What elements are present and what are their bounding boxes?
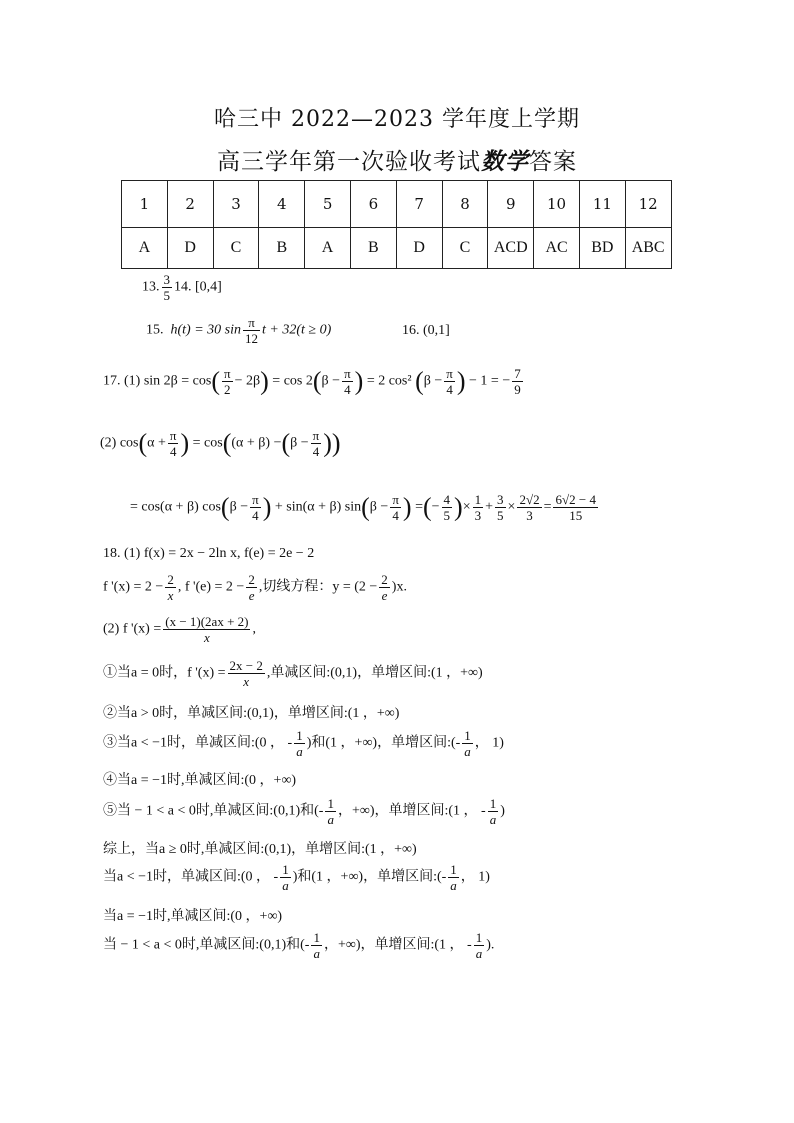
question-number-cell: 12 [625, 181, 671, 228]
q13-num: 3 [163, 272, 170, 287]
q17-p1-a: 17. (1) sin 2β = cos [103, 373, 212, 389]
q18-line2 [103, 572, 407, 603]
q18-c1-n: 2x − 2 [229, 658, 263, 673]
q17-p3-fda: 4 [252, 508, 259, 523]
q18-l3-b: , [252, 621, 256, 637]
question-number-cell: 11 [579, 181, 625, 228]
q17-p3-n4: 2√2 [519, 492, 540, 507]
q18-c3-d2: a [464, 744, 471, 759]
q18-l2-d: )x. [391, 579, 407, 595]
answer-cell: A [122, 228, 168, 269]
page-subtitle [0, 143, 794, 176]
answer-15 [146, 315, 331, 346]
q17-p2-fn: π [169, 428, 177, 443]
q18-c5-frac2 [488, 796, 499, 827]
question-number-cell: 4 [259, 181, 305, 228]
q18-line1: 18. (1) f(x) = 2x − 2ln x, f(e) = 2e − 2 [103, 546, 315, 561]
q18-summary3: 当a = −1时,单减区间:(0 ，+∞) [103, 909, 283, 924]
q17-p3-frac-a [250, 492, 261, 523]
q18-l2-n1: 2 [167, 572, 174, 587]
q15-fraction [243, 315, 260, 346]
q17-p3-plus: + [485, 499, 494, 515]
answer-cell: B [259, 228, 305, 269]
q17-p1-fd3: 4 [446, 382, 453, 397]
q18-c3-frac1 [294, 728, 305, 759]
answer-cell: AC [534, 228, 580, 269]
q18-s4-frac2 [474, 930, 485, 961]
q18-c3-d1: a [296, 744, 303, 759]
q18-s4-b: ，+∞)，单增区间:(1 ， - [323, 937, 472, 953]
q17-part3: = cos(α + β) cos(β − $\frac{\pi}{4}$ ) + sin(α + β) sin(β − $\frac{\pi}{4}$ ) =(− $\frac{4}{5}$ )× $\frac{1}{3}$ + $\frac{3}{5}$ × $\frac{2√2}{3}$ = $\frac{6√2 - 4}{15}$ [130, 492, 596, 523]
q18-s2-a: 当a < −1时，单减区间:(0 ， - [103, 869, 279, 885]
q14-answer: 14. [0,4] [174, 279, 222, 295]
answer-cell: ACD [488, 228, 534, 269]
q17-p1-fn: π [224, 366, 231, 381]
q17-p3-b: + sin(α + β) sin [274, 499, 362, 515]
q18-summary1: 综上，当a ≥ 0时,单减区间:(0,1)，单增区间:(1 ，+∞) [103, 842, 417, 857]
q17-p1-f: − 1 = − [469, 373, 511, 389]
q17-p1-d: β − [321, 373, 341, 389]
q17-p3-beta1: β − [229, 499, 249, 515]
q18-c3-a: ③当a < −1时，单减区间:(0 ， - [103, 735, 293, 751]
q17-p3-n5: 6√2 − 4 [555, 492, 596, 507]
q17-p3-beta2: β − [369, 499, 389, 515]
q15-den: 12 [245, 331, 258, 346]
q17-p1-e: = 2 cos² [366, 373, 416, 389]
q17-p2-beta: β − [290, 435, 309, 451]
q18-case4: ④当a = −1时,单减区间:(0 ，+∞) [103, 773, 297, 788]
q18-c3-b: )和(1 ，+∞)，单增区间:(- [306, 735, 461, 751]
q17-p3-f5 [553, 492, 597, 523]
q18-l3-a: (2) f '(x) = [103, 621, 162, 637]
q17-p3-d2: 3 [474, 508, 482, 523]
q17-p2-frac2 [311, 428, 322, 459]
q17-p2-d: (α + β) − [231, 435, 282, 451]
q18-s2-c: ， 1) [460, 869, 490, 885]
q17-p3-f2 [473, 492, 484, 523]
q17-p1-rd: 9 [514, 382, 521, 397]
answer-table-answer-row [122, 228, 672, 269]
q17-p3-n2: 1 [474, 492, 482, 507]
q13-den: 5 [163, 288, 170, 303]
q17-p2-frac [168, 428, 179, 459]
q17-p3-fdb: 4 [392, 508, 399, 523]
answer-13-14 [142, 272, 222, 303]
q18-s4-d1: a [313, 946, 320, 961]
q17-p3-f4 [517, 492, 541, 523]
q18-l2-frac1 [165, 572, 176, 603]
q17-p3-n1: 4 [443, 492, 451, 507]
q18-c3-n2: 1 [464, 728, 471, 743]
q17-p3-fnb: π [392, 492, 399, 507]
q17-p1-frac3 [444, 366, 455, 397]
q18-c5-n2: 1 [489, 796, 497, 811]
q17-p1-fn2: π [344, 366, 351, 381]
q17-p1-d2: β − [423, 373, 443, 389]
answer-cell: D [396, 228, 442, 269]
q18-c1-d: x [243, 674, 250, 689]
question-number-cell: 1 [122, 181, 168, 228]
answer-cell: C [213, 228, 259, 269]
q18-c5-n1: 1 [327, 796, 334, 811]
q18-s2-b: )和(1 ，+∞)，单增区间:(- [292, 869, 447, 885]
q17-p1-frac [222, 366, 233, 397]
answer-16: 16. (0,1] [402, 323, 450, 338]
q18-c1-b: ,单减区间:(0,1)，单增区间:(1 ，+∞) [266, 665, 483, 681]
q18-l2-c: ,切线方程：y = (2 − [258, 579, 378, 595]
q18-s4-c: ). [486, 937, 495, 953]
q15-expr-a: h(t) = 30 sin [170, 322, 241, 338]
q18-s4-a: 当 − 1 < a < 0时,单减区间:(0,1)和(- [103, 937, 310, 953]
q17-p2-fd2: 4 [312, 444, 320, 459]
q17-p2-fd: 4 [169, 444, 177, 459]
q18-l2-frac2 [246, 572, 257, 603]
q17-p3-d3: 5 [497, 508, 504, 523]
q18-s2-n2: 1 [450, 862, 457, 877]
question-number-cell: 7 [396, 181, 442, 228]
q18-c5-b: ，+∞)，单增区间:(1 ， - [337, 803, 486, 819]
q17-p3-times1: × [462, 499, 471, 515]
q13-fraction [162, 272, 173, 303]
q18-c3-frac2 [462, 728, 473, 759]
page-title: 哈三中 2022—2023 学年度上学期 [214, 107, 580, 132]
q18-c5-d1: a [327, 812, 334, 827]
q18-case2: ②当a > 0时，单减区间:(0,1)，单增区间:(1 ，+∞) [103, 706, 400, 721]
q18-summary2 [103, 862, 490, 893]
q18-case5 [103, 796, 505, 827]
q18-s2-frac2 [448, 862, 459, 893]
q13-label: 13. [142, 279, 160, 295]
q18-l3-frac [163, 614, 250, 645]
q17-p3-d1: 5 [443, 508, 451, 523]
q17-p1-b: − 2β [234, 373, 261, 389]
q17-p2-b: α + [147, 435, 166, 451]
q17-part2: (2) cos(α + $\frac{\pi}{4}$ ) = cos((α + β) −(β − $\frac{\pi}{4}$ )) [100, 428, 341, 459]
q18-l2-e2: e [381, 588, 388, 603]
q18-l2-a: f '(x) = 2 − [103, 579, 164, 595]
q17-p1-fn3: π [446, 366, 453, 381]
answer-cell: ABC [625, 228, 671, 269]
q18-l2-e: e [248, 588, 255, 603]
q17-p2-c: = cos [192, 435, 223, 451]
q18-s2-n1: 1 [282, 862, 289, 877]
question-number-cell: 10 [534, 181, 580, 228]
q17-p1-frac2 [342, 366, 353, 397]
question-number-cell: 8 [442, 181, 488, 228]
q18-summary4 [103, 930, 494, 961]
question-number-cell: 2 [167, 181, 213, 228]
subtitle-subject: 数学 [481, 148, 529, 175]
answer-cell: A [305, 228, 351, 269]
q18-s2-frac1 [280, 862, 291, 893]
q18-l3-n: (x − 1)(2ax + 2) [165, 614, 249, 629]
subtitle-part-a: 高三学年第一次验收考试 [217, 149, 481, 175]
q18-c5-a: ⑤当 − 1 < a < 0时,单减区间:(0,1)和(- [103, 803, 324, 819]
q18-case3 [103, 728, 504, 759]
q18-l3-d: x [203, 630, 210, 645]
q18-c5-d2: a [489, 812, 497, 827]
q17-p1-rn: 7 [514, 366, 521, 381]
answer-cell: C [442, 228, 488, 269]
q17-p3-d5: 15 [569, 508, 583, 523]
answer-cell: B [350, 228, 396, 269]
q18-c5-c: ) [500, 803, 505, 819]
q18-s2-d2: a [450, 878, 457, 893]
q17-p3-eq: = [415, 499, 423, 515]
q18-s4-n2: 1 [475, 930, 483, 945]
q18-line3 [103, 614, 256, 645]
q18-c3-n1: 1 [296, 728, 303, 743]
q17-p2-a: (2) cos [100, 435, 139, 451]
q18-l2-x: x [167, 588, 174, 603]
q18-l2-frac3 [379, 572, 390, 603]
q17-p3-a: = cos(α + β) cos [130, 499, 221, 515]
answer-cell: BD [579, 228, 625, 269]
q18-l2-n3: 2 [381, 572, 388, 587]
question-number-cell: 6 [350, 181, 396, 228]
q17-p3-fna: π [252, 492, 259, 507]
q17-p1-result [512, 366, 523, 397]
q18-l2-n2: 2 [248, 572, 255, 587]
q18-c1-a: ①当a = 0时，f '(x) = [103, 665, 226, 681]
q17-part1: 17. (1) sin 2β = cos( $\frac{\pi}{2}$ − 2β) = cos 2(β − $\frac{\pi}{4}$ ) = 2 cos² (β − $\frac{\pi}{4}$ ) − 1 = − $\frac{7}{9}$ [103, 366, 521, 397]
q15-expr-b: t + 32(t ≥ 0) [262, 322, 332, 338]
q18-case1 [103, 658, 483, 689]
q17-p2-fn2: π [312, 428, 320, 443]
q17-p1-c: = cos 2 [272, 373, 313, 389]
q17-p3-minus: − [431, 499, 440, 515]
question-number-cell: 3 [213, 181, 259, 228]
q15-num: π [243, 315, 260, 331]
subtitle-part-c: 答案 [529, 149, 577, 175]
q17-p3-f3 [495, 492, 506, 523]
q17-p3-times2: × [507, 499, 516, 515]
q18-s4-d2: a [475, 946, 483, 961]
q18-s2-d1: a [282, 878, 289, 893]
q18-s4-frac1 [311, 930, 322, 961]
q18-c1-frac [228, 658, 265, 689]
q15-label: 15. [146, 322, 164, 338]
q17-p3-d4: 3 [526, 508, 533, 523]
q18-l2-b: , f '(e) = 2 − [177, 579, 245, 595]
q17-p3-frac-b [390, 492, 401, 523]
answer-table [121, 180, 672, 269]
answer-table-number-row [122, 181, 672, 228]
answer-cell: D [167, 228, 213, 269]
q17-p3-f1 [442, 492, 453, 523]
q18-c3-c: ， 1) [474, 735, 504, 751]
q18-s4-n1: 1 [313, 930, 320, 945]
question-number-cell: 5 [305, 181, 351, 228]
q17-p1-fd: 2 [224, 382, 231, 397]
q17-p3-eq2: = [543, 499, 552, 515]
q17-p3-n3: 3 [497, 492, 504, 507]
question-number-cell: 9 [488, 181, 534, 228]
q18-c5-frac1 [325, 796, 336, 827]
q17-p1-fd2: 4 [344, 382, 351, 397]
